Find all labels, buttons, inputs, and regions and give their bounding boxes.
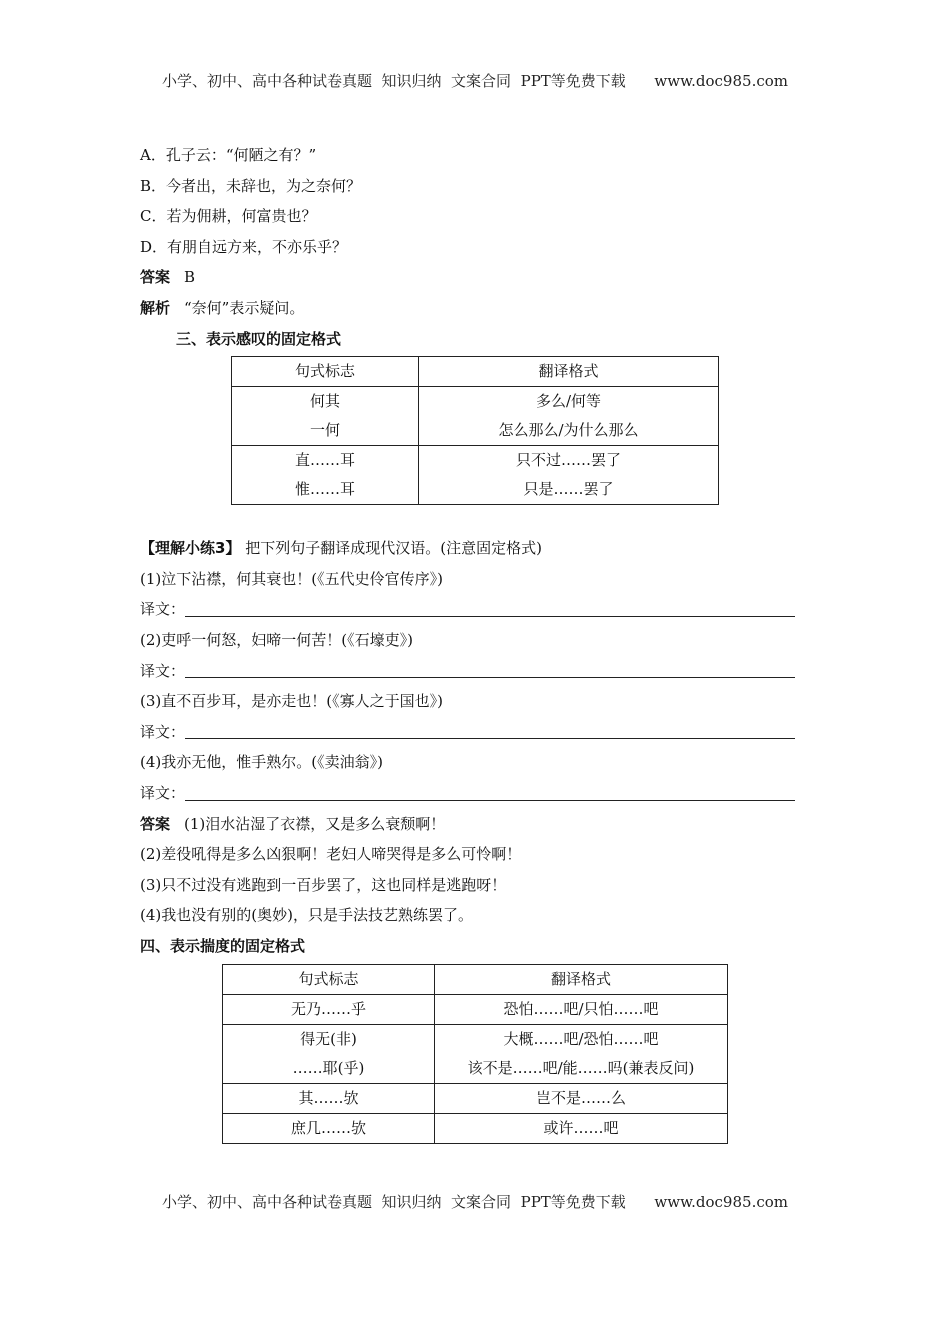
page-header: 小学、初中、高中各种试卷真题 知识归纳 文案合同 PPT等免费下载 www.doc985.com [161,72,788,90]
table-header-cell: 句式标志 [223,965,435,995]
exclamation-format-table [231,356,719,505]
table-header-row [232,357,719,387]
practice-answer-line-2: (2)差役吼得是多么凶狠啊！老妇人啼哭得是多么可怜啊！ [140,845,522,864]
practice-label: 【理解小练3】 [140,539,241,558]
table-header-row [223,965,728,995]
analysis-value: “奈何”表示疑问。 [184,298,305,317]
answer-underline[interactable] [185,602,795,617]
conjecture-format-table [222,964,728,1144]
cell-line: 惟……耳 [294,480,355,499]
table-cell [419,446,719,505]
cell-line: 只不过……罢了 [515,451,621,470]
table-cell [232,446,419,505]
cell-line: 直……耳 [294,451,355,470]
answer-text: (1)泪水沾湿了衣襟，又是多么衰颓啊！ [184,814,446,833]
option-c: C．若为佣耕，何富贵也？ [140,207,317,226]
table-header-cell: 翻译格式 [419,357,719,387]
table-cell: 岂不是……么 [435,1084,728,1114]
table-row [223,1114,728,1144]
option-d: D．有朋自远方来，不亦乐乎？ [140,237,348,256]
option-a: A．孔子云：“何陋之有？” [140,146,317,164]
table-row [232,387,719,446]
table-cell: 其……欤 [223,1084,435,1114]
cell-line: 怎么那么/为什么那么 [498,421,639,440]
table-cell [232,387,419,446]
table-row [223,995,728,1025]
table-row [223,1084,728,1114]
table-cell [223,1025,435,1084]
question-3: (3)直不百步耳，是亦走也！(《寡人之于国也》) [140,692,443,711]
answer-label: 答案 [140,268,171,287]
translation-blank-2[interactable] [140,656,795,687]
answer-value: B [184,268,196,287]
section-title-exclamation: 三、表示感叹的固定格式 [176,329,342,348]
table-cell [435,1025,728,1084]
answer-underline[interactable] [185,786,795,801]
translation-blank-4[interactable] [140,778,795,809]
answer-line [140,262,795,293]
practice-answer-line-1 [140,809,795,840]
table-cell: 无乃……乎 [223,995,435,1025]
cell-line: 该不是……吧/能……吗(兼表反问) [467,1059,695,1078]
table-cell [419,387,719,446]
cell-line: 大概……吧/恐怕……吧 [503,1030,659,1049]
blank-label: 译文： [140,661,186,680]
option-b: B．今者出，未辞也，为之奈何？ [140,176,362,195]
blank-label: 译文： [140,783,186,802]
blank-label: 译文： [140,722,186,741]
answer-label: 答案 [140,814,171,833]
table-cell: 恐怕……吧/只怕……吧 [435,995,728,1025]
practice-answer-line-3: (3)只不过没有逃跑到一百步罢了，这也同样是逃跑呀！ [140,875,507,894]
table-cell: 或许……吧 [435,1114,728,1144]
analysis-label: 解析 [140,298,171,317]
cell-line: 得无(非) [300,1030,357,1049]
section-title-conjecture: 四、表示揣度的固定格式 [140,936,306,955]
cell-line: ……耶(乎) [292,1059,365,1078]
answer-underline[interactable] [185,724,795,739]
question-4: (4)我亦无他，惟手熟尔。(《卖油翁》) [140,753,383,772]
cell-line: 只是……罢了 [523,480,614,499]
translation-blank-1[interactable] [140,594,795,625]
blank-label: 译文： [140,600,186,619]
table-row [232,446,719,505]
table-row [223,1025,728,1084]
practice-instruction-text: 把下列句子翻译成现代汉语。(注意固定格式) [245,539,542,558]
cell-line: 一何 [309,421,340,440]
table-header-cell: 句式标志 [232,357,419,387]
document-body [140,140,795,1144]
translation-blank-3[interactable] [140,717,795,748]
question-2: (2)吏呼一何怒，妇啼一何苦！(《石壕吏》) [140,630,413,649]
practice-instruction [140,533,795,564]
cell-line: 何其 [309,392,340,411]
analysis-line [140,293,795,324]
table-header-cell: 翻译格式 [435,965,728,995]
practice-answer-line-4: (4)我也没有别的(奥妙)，只是手法技艺熟练罢了。 [140,906,473,925]
page-footer: 小学、初中、高中各种试卷真题 知识归纳 文案合同 PPT等免费下载 www.doc985.com [161,1193,788,1211]
question-1: (1)泣下沾襟，何其衰也！(《五代史伶官传序》) [140,569,443,588]
answer-underline[interactable] [185,663,795,678]
cell-line: 多么/何等 [535,392,602,411]
table-cell: 庶几……欤 [223,1114,435,1144]
